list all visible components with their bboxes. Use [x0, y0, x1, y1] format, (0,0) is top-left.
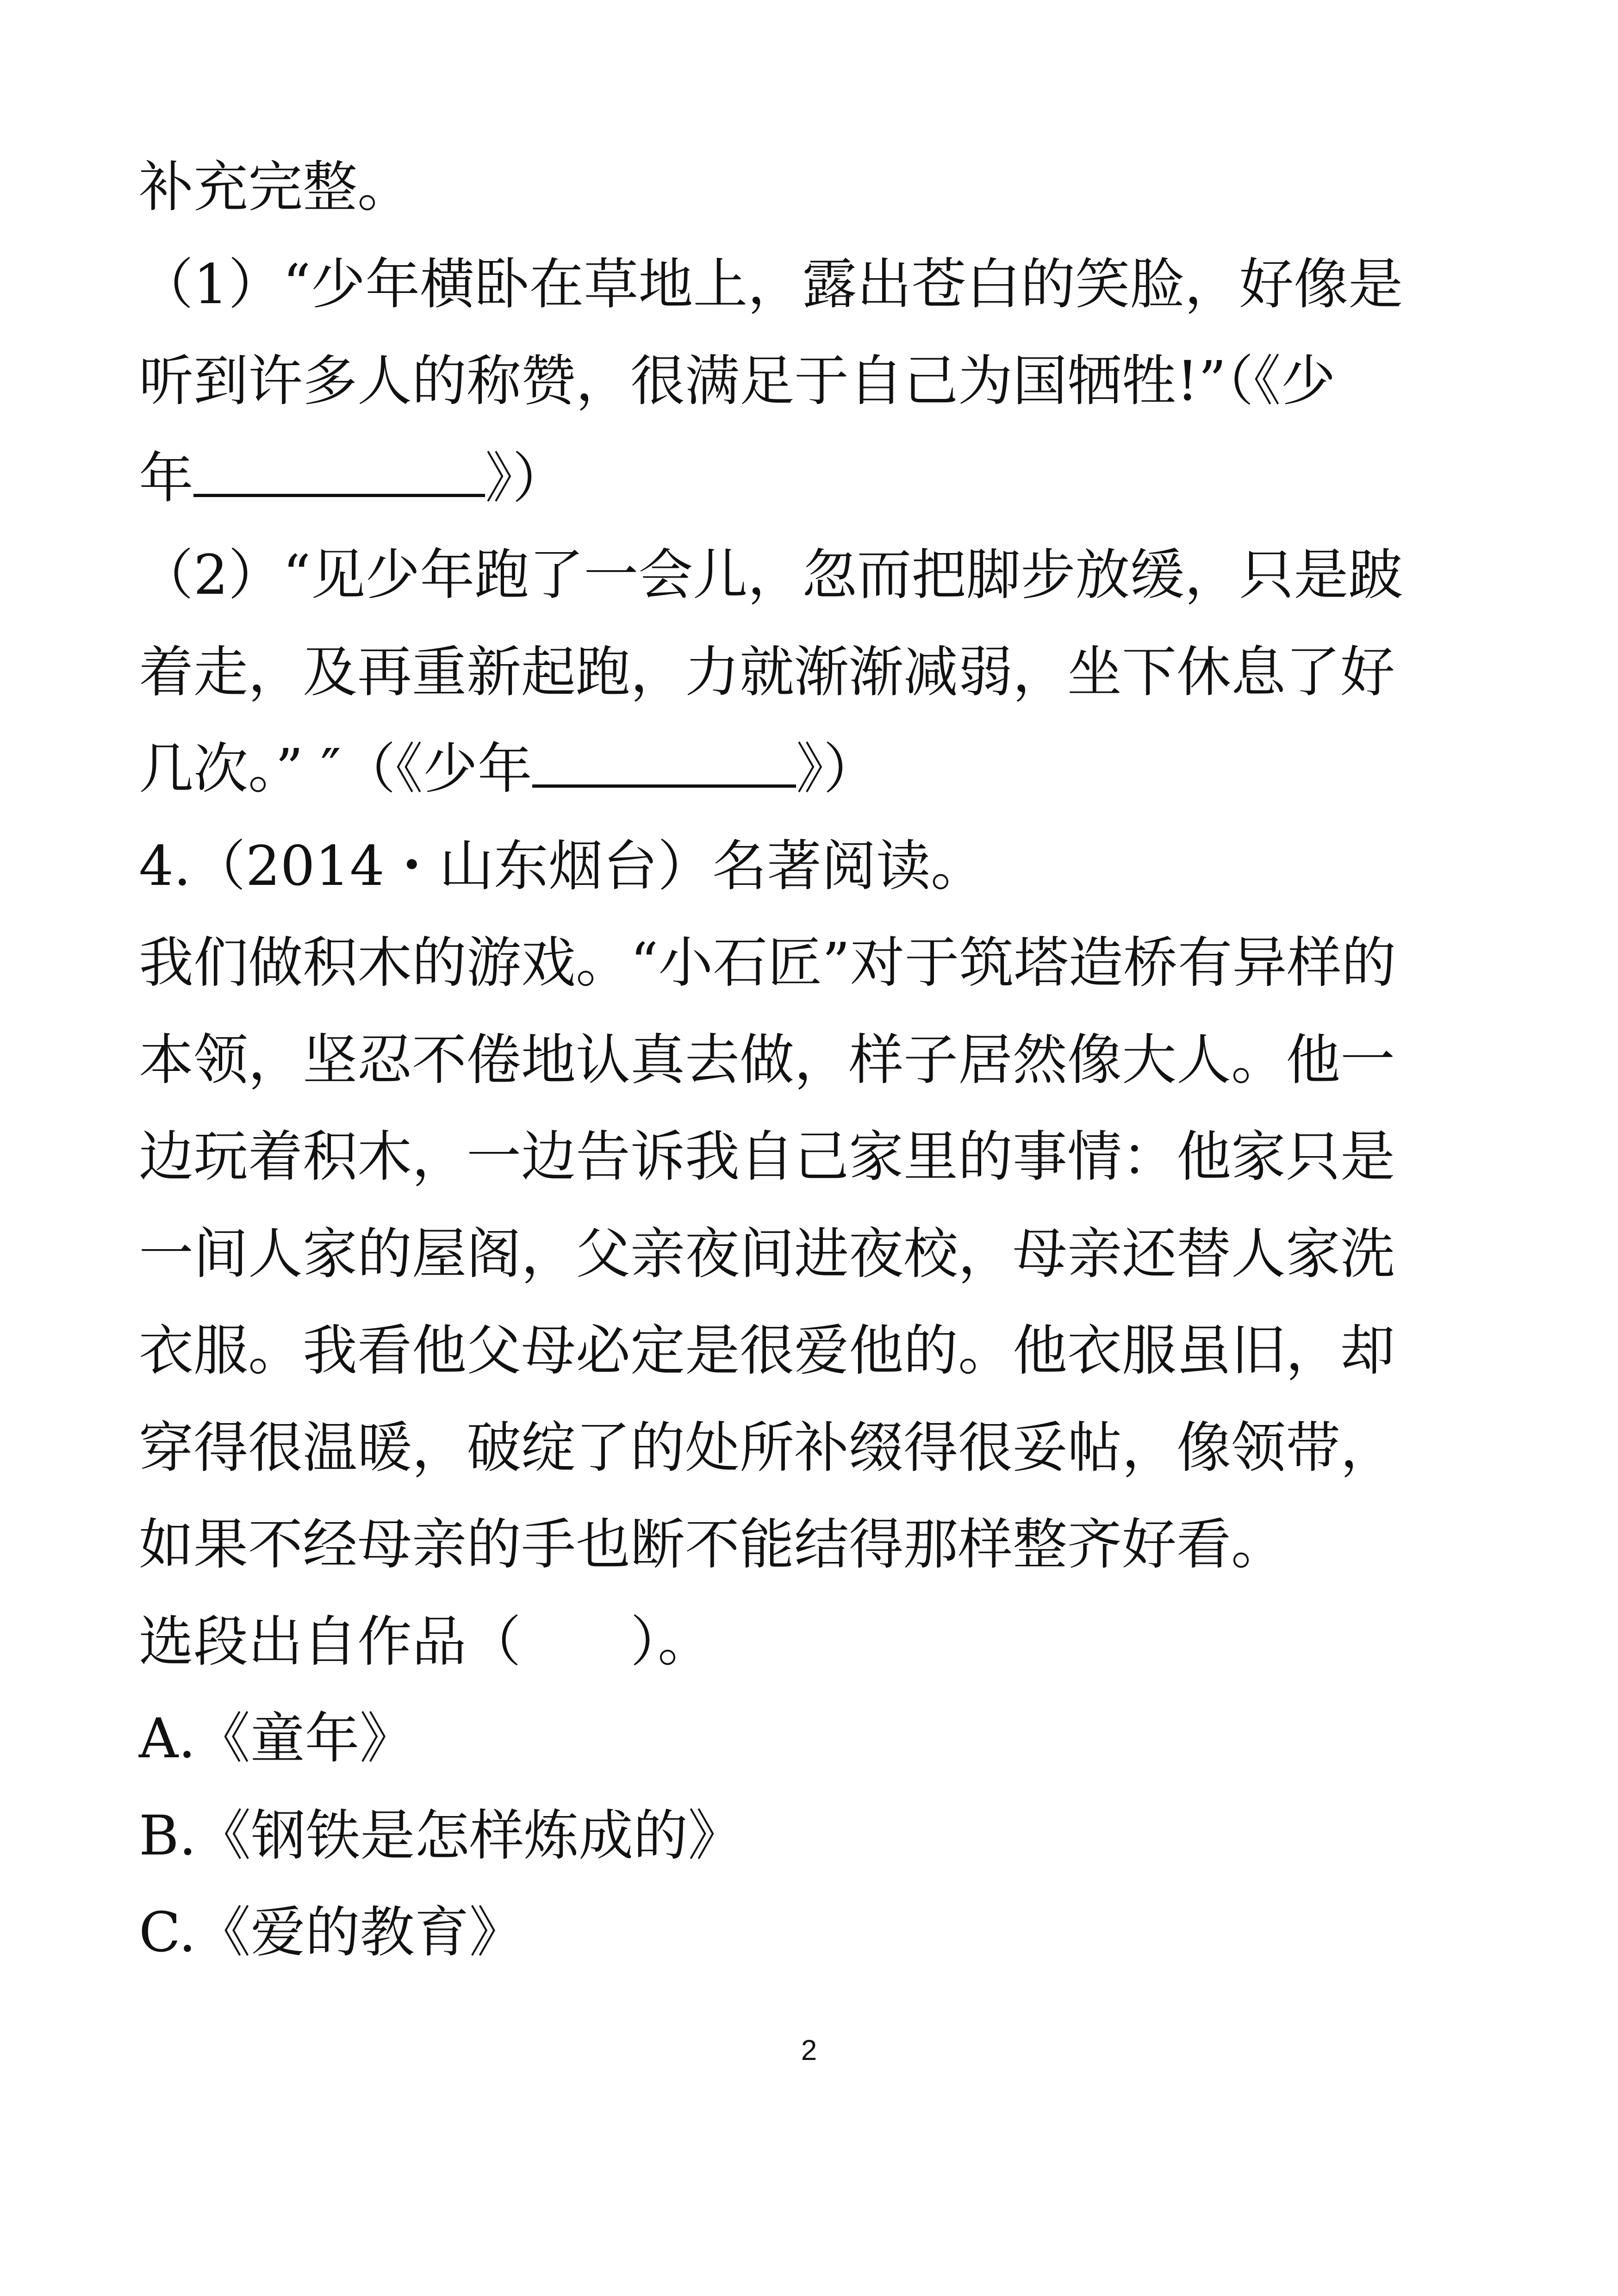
- question3-item1-line3: [139, 430, 1481, 527]
- item2-prefix: 几次。” ″（《少年: [139, 737, 532, 801]
- option-c[interactable]: C.《爱的教育》: [139, 1900, 524, 1964]
- passage-line: 一间人家的屋阁，父亲夜间进夜校，母亲还替人家洗: [139, 1221, 1395, 1286]
- question3-item2-line3: [139, 721, 1481, 818]
- question3-item2-line2: 着走，及再重新起跑，力就渐渐减弱，坐下休息了好: [139, 640, 1395, 704]
- item2-suffix: 》）: [796, 737, 878, 801]
- passage-line: 我们做积木的游戏。“小石匠”对于筑塔造桥有异样的: [139, 931, 1396, 995]
- question3-intro-tail: 补充完整。: [139, 155, 412, 219]
- page-content: [139, 139, 1481, 1981]
- item1-suffix: 》）: [485, 446, 567, 510]
- question3-item1-line2: 听到许多人的称赞，很满足于自己为国牺牲!”（《少: [139, 349, 1336, 413]
- passage-line: 衣服。我看他父母必定是很爱他的。他衣服虽旧，却: [139, 1319, 1395, 1382]
- option-a[interactable]: A.《童年》: [139, 1706, 414, 1770]
- passage-line: 如果不经母亲的手也断不能结得那样整齐好看。: [139, 1512, 1286, 1576]
- option-b[interactable]: B.《钢铁是怎样炼成的》: [139, 1803, 743, 1867]
- question3-item2-line1: （2）“见少年跑了一会儿，忽而把脚步放缓，只是跛: [139, 543, 1403, 607]
- answer-blank-2[interactable]: [532, 738, 796, 788]
- page-number: 2: [801, 2035, 817, 2066]
- item1-prefix: 年: [139, 446, 194, 510]
- answer-blank-1[interactable]: [193, 448, 485, 497]
- question4-heading: 4.（2014・山东烟台）名著阅读。: [139, 834, 985, 898]
- question3-item1-line1: （1）“少年横卧在草地上，露出苍白的笑脸，好像是: [139, 252, 1403, 316]
- passage-line: 穿得很温暖，破绽了的处所补缀得很妥帖，像领带，: [139, 1415, 1395, 1480]
- question4-prompt: 选段出自作品（ ）。: [139, 1609, 713, 1674]
- passage-line: 本领，坚忍不倦地认真去做，样子居然像大人。他一: [139, 1027, 1395, 1092]
- passage-line: 边玩着积木，一边告诉我自己家里的事情：他家只是: [139, 1125, 1395, 1188]
